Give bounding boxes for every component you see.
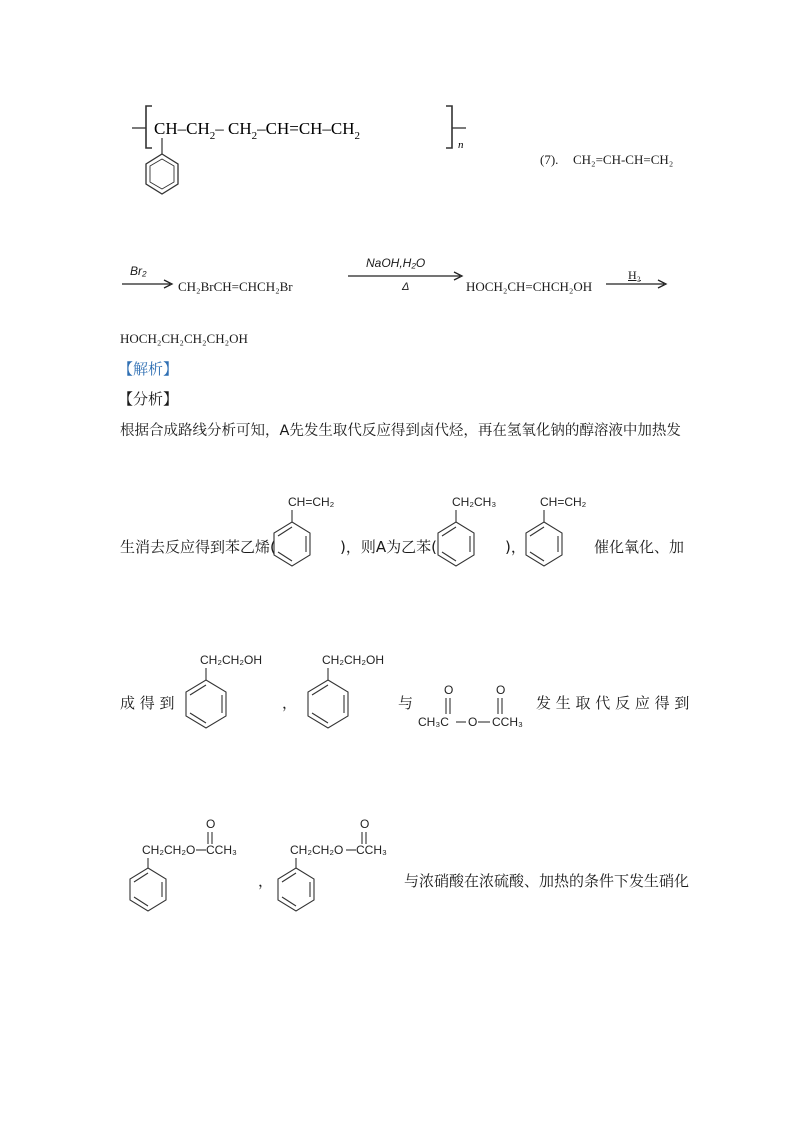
tag-fenxi: 【分析】 xyxy=(118,390,179,408)
phenylethanol2-substituent: CH₂CH₂OH xyxy=(322,653,384,667)
reaction-arrow-1 xyxy=(120,278,176,290)
reagent-heat: Δ xyxy=(402,281,410,293)
ethylbenzene-substituent: CH₂CH₃ xyxy=(452,495,497,509)
ethylbenzene-structure xyxy=(432,492,522,572)
product-butanediol: HOCH₂CH₂CH₂CH₂OH xyxy=(120,331,248,346)
styrene-substituent: CH=CH₂ xyxy=(288,495,335,509)
phenylethanol1-substituent: CH₂CH₂OH xyxy=(200,653,262,667)
anhydride-mid: O xyxy=(468,715,478,729)
styrene-structure-2 xyxy=(520,492,610,572)
acetic-anhydride-structure xyxy=(414,680,540,736)
polymer-structure xyxy=(118,96,488,206)
anhydride-o2: O xyxy=(496,683,506,697)
polymer-chain-text: $CH-CH_2-$ $CH_2-CH=CH-CH_2$ xyxy=(154,119,361,142)
analysis-line-3c: 与 xyxy=(398,694,414,712)
step7-number: (7). xyxy=(540,152,559,167)
ester2-substituent: CH₂CH₂O xyxy=(290,843,344,857)
analysis-line-3b: ， xyxy=(282,694,298,712)
product-butenediol: HOCH₂CH=CHCH₂OH xyxy=(466,279,593,294)
tag-jiexi: 【解析】 xyxy=(118,360,179,378)
ester-structure-2 xyxy=(268,814,418,914)
analysis-line-3a: 成 得 到 xyxy=(120,694,175,712)
analysis-line-2d: 催化氧化、加 xyxy=(594,538,685,556)
analysis-line-4a: ， xyxy=(258,872,274,890)
analysis-line-4b: 与浓硝酸在浓硫酸、加热的条件下发生硝化 xyxy=(404,872,690,890)
anhydride-right: CCH₃ xyxy=(492,715,523,729)
ester1-o: O xyxy=(206,817,216,831)
analysis-line-1: 根据合成路线分析可知，A先发生取代反应得到卤代烃，再在氢氧化钠的醇溶液中加热发 xyxy=(120,423,681,439)
analysis-line-2a: 生消去反应得到苯乙烯( xyxy=(120,538,276,556)
styrene2-substituent: CH=CH₂ xyxy=(540,495,587,509)
phenylethanol-structure-1 xyxy=(178,648,288,734)
polymer-benzene-ring xyxy=(146,154,178,194)
analysis-line-3d: 发 生 取 代 反 应 得 到 xyxy=(536,694,690,712)
ester-structure-1 xyxy=(120,814,270,914)
styrene-structure xyxy=(262,492,352,572)
product-dibromide: CH₂BrCH=CHCH₂Br xyxy=(178,279,293,294)
ester2-tail: CCH₃ xyxy=(356,843,387,857)
reaction-arrow-3 xyxy=(604,278,670,290)
ester1-tail: CCH₃ xyxy=(206,843,237,857)
reagent-naoh-h2o: NaOH,H₂O xyxy=(366,256,426,270)
analysis-line-2c: )， xyxy=(505,538,526,556)
analysis-line-2b: )，则A为乙苯( xyxy=(340,538,437,556)
phenylethanol-structure-2 xyxy=(300,648,410,734)
step7-monomer: CH₂=CH-CH=CH₂ xyxy=(573,152,674,167)
polymer-n: n xyxy=(458,139,464,151)
anhydride-left: CH₃C xyxy=(418,715,449,729)
reagent-h2: H₂ xyxy=(628,268,641,282)
ester2-o: O xyxy=(360,817,370,831)
reagent-br2: Br₂ xyxy=(130,264,147,278)
ester1-substituent: CH₂CH₂O xyxy=(142,843,196,857)
anhydride-o1: O xyxy=(444,683,454,697)
